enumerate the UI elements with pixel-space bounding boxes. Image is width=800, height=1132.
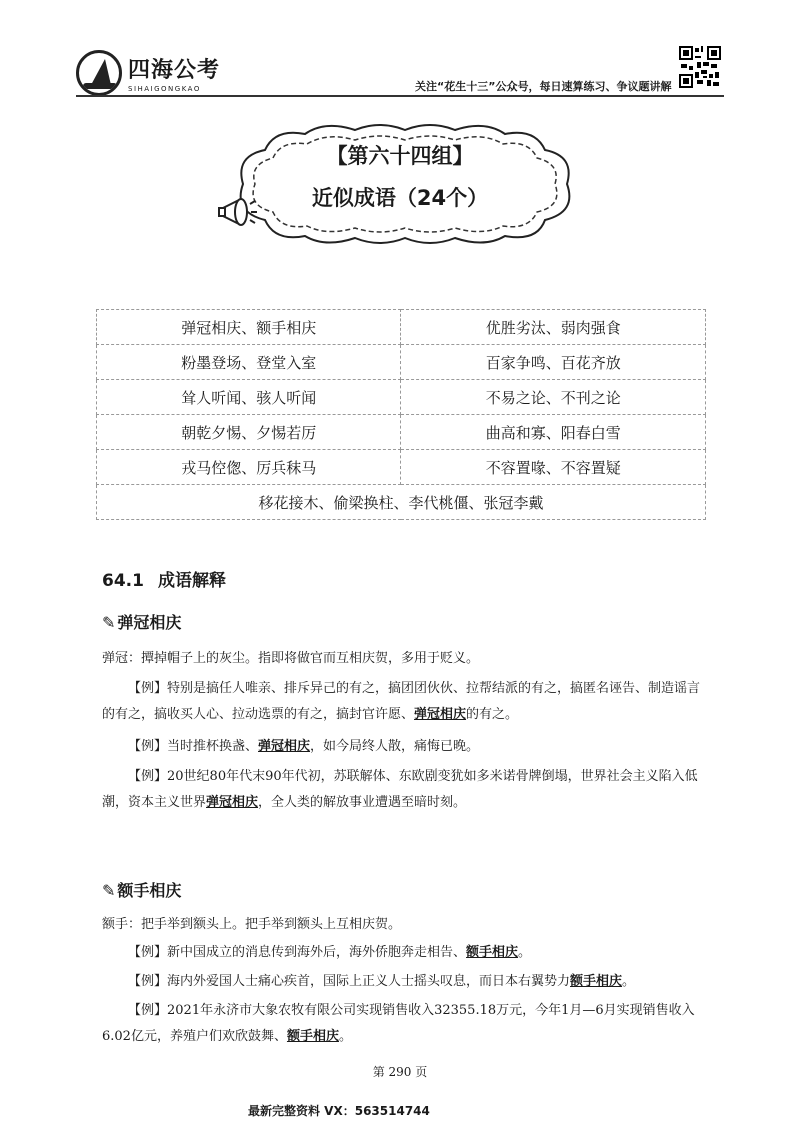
example: 【例】海内外爱国人士痛心疾首，国际上正义人士摇头叹息，而日本右翼势力额手相庆。	[128, 974, 636, 989]
table-row	[97, 345, 706, 380]
logo-pinyin: SIHAIGONGKAO	[128, 85, 201, 93]
section-title: 成语解释	[157, 571, 226, 591]
pencil-icon: ✎	[102, 613, 116, 632]
sailboat-icon	[76, 50, 122, 96]
highlight: 弹冠相庆	[258, 739, 311, 754]
table-cell: 弹冠相庆、额手相庆	[97, 310, 401, 345]
idiom-table	[96, 309, 706, 520]
highlight: 额手相庆	[570, 974, 623, 989]
group-title: 【第六十四组】	[326, 144, 474, 168]
entry-title	[102, 878, 181, 901]
table-cell: 不容置喙、不容置疑	[401, 450, 706, 485]
table-row	[97, 485, 706, 520]
example: 【例】特别是搞任人唯亲、排斥异己的有之，搞团团伙伙、拉帮结派的有之，搞匿名诬告、制造谣言的有之，搞收买人心、拉动选票的有之，搞封官许愿、弹冠相庆的有之。	[102, 681, 701, 722]
table-cell: 不易之论、不刊之论	[401, 380, 706, 415]
entry-title-text: 额手相庆	[117, 881, 182, 900]
definition: 弹冠：撢掉帽子上的灰尘。指即将做官而互相庆贺，多用于贬义。	[102, 651, 480, 666]
table-row	[97, 380, 706, 415]
table-cell: 粉墨登场、登堂入室	[97, 345, 401, 380]
entry-title	[102, 610, 181, 633]
table-cell: 百家争鸣、百花齐放	[401, 345, 706, 380]
example: 【例】当时推杯换盏、弹冠相庆，如今局终人散，痛悔已晚。	[128, 739, 480, 754]
table-cell: 耸人听闻、骇人听闻	[97, 380, 401, 415]
section-heading	[102, 566, 226, 591]
example: 【例】新中国成立的消息传到海外后，海外侨胞奔走相告、额手相庆。	[128, 945, 532, 960]
table-row	[97, 415, 706, 450]
table-cell-wide: 移花接木、偷梁换柱、李代桃僵、张冠李戴	[97, 485, 706, 520]
example: 【例】2021年永济市大象农牧有限公司实现销售收入32355.18万元，今年1月—6月实现销售收入6.02亿元，养殖户们欢欣鼓舞、额手相庆。	[102, 1003, 695, 1044]
logo-name: 四海公考	[128, 58, 221, 83]
highlight: 额手相庆	[466, 945, 519, 960]
page-header	[0, 0, 800, 112]
group-subtitle: 近似成语（24个）	[311, 186, 489, 210]
footer-note: 最新完整资料 VX：563514744	[248, 1104, 430, 1118]
table-row	[97, 310, 706, 345]
section-number: 64.1	[102, 571, 144, 591]
table-cell: 朝乾夕惕、夕惕若厉	[97, 415, 401, 450]
table-cell: 曲高和寡、阳春白雪	[401, 415, 706, 450]
highlight: 额手相庆	[286, 1029, 339, 1044]
brand-logo	[76, 50, 220, 96]
page-number: 第 290 页	[372, 1065, 428, 1079]
table-cell: 优胜劣汰、弱肉强食	[401, 310, 706, 345]
example: 【例】20世纪80年代末90年代初，苏联解体、东欧剧变犹如多米诺骨牌倒塌，世界社会主义陷入低潮，资本主义世界弹冠相庆，全人类的解放事业遭遇至暗时刻。	[102, 769, 698, 810]
qr-code-icon	[679, 46, 721, 88]
highlight: 弹冠相庆	[206, 795, 259, 810]
header-divider	[76, 95, 724, 97]
table-cell: 戎马倥偬、厉兵秣马	[97, 450, 401, 485]
title-banner	[215, 120, 585, 248]
pencil-icon: ✎	[102, 881, 116, 900]
table-row	[97, 450, 706, 485]
entry-title-text: 弹冠相庆	[117, 613, 182, 632]
definition: 额手：把手举到额头上。把手举到额头上互相庆贺。	[102, 917, 402, 932]
highlight: 弹冠相庆	[414, 707, 467, 722]
header-tagline: 关注“花生十三”公众号，每日速算练习、争议题讲解	[415, 80, 672, 93]
